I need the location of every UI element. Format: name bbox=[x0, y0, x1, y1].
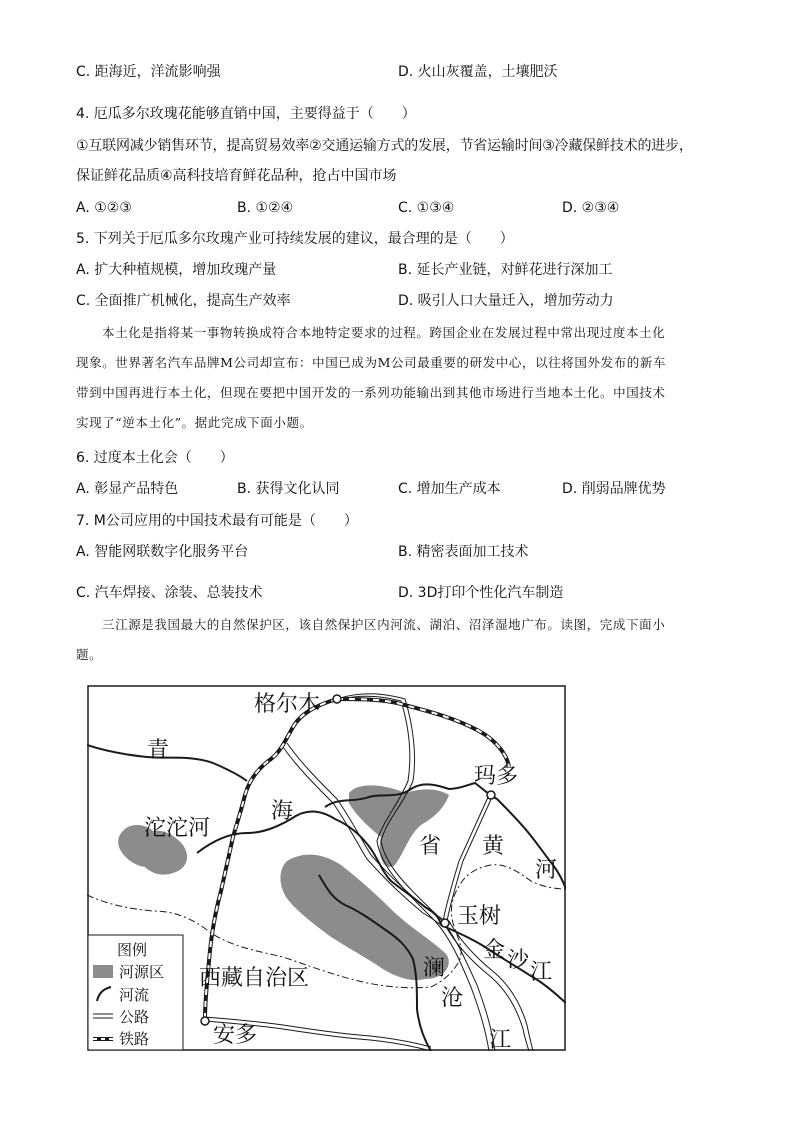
yushu-city-marker bbox=[441, 919, 449, 927]
q4-option-d: D. ②③④ bbox=[562, 200, 620, 216]
q4-option-a: A. ①②③ bbox=[76, 200, 132, 216]
q6-stem: 6. 过度本土化会（ ） bbox=[76, 450, 234, 466]
label-anduo: 安多 bbox=[213, 1023, 258, 1048]
legend-railway-label: 铁路 bbox=[119, 1030, 150, 1048]
passage1-line3: 带到中国再进行本土化，但现在要把中国开发的一系列功能输出到其他市场进行当地本土化。中国技术 bbox=[76, 385, 666, 400]
anduo-city-marker bbox=[201, 1017, 209, 1025]
q3-option-d: D. 火山灰覆盖，土壤肥沃 bbox=[398, 64, 558, 80]
passage1-line1: 本土化是指将某一事物转换成符合本地特定要求的过程。跨国企业在发展过程中常出现过度本土化 bbox=[102, 325, 666, 340]
map-legend bbox=[88, 935, 183, 1050]
map-figure bbox=[87, 685, 566, 1051]
q4-statement-line2: 保证鲜花品质④高科技培育鲜花品种，抢占中国市场 bbox=[76, 168, 397, 184]
label-jin: 金 bbox=[483, 938, 506, 963]
q7-option-c: C. 汽车焊接、涂装、总装技术 bbox=[76, 585, 263, 601]
label-maduo: 玛多 bbox=[474, 764, 519, 789]
passage1-line2: 现象。世界著名汽车品牌M公司却宣布：中国已成为M公司最重要的研发中心，以往将国外发布的新车 bbox=[76, 355, 667, 370]
label-sha: 沙 bbox=[507, 948, 530, 973]
passage-localization bbox=[76, 318, 716, 438]
q7-option-b: B. 精密表面加工技术 bbox=[398, 544, 529, 560]
legend-source-label: 河源区 bbox=[119, 963, 165, 981]
q7-stem: 7. M公司应用的中国技术最有可能是（ ） bbox=[76, 513, 358, 529]
label-tibet: 西藏自治区 bbox=[199, 966, 310, 991]
q7-option-d: D. 3D打印个性化汽车制造 bbox=[398, 585, 564, 601]
label-he: 河 bbox=[535, 858, 558, 883]
q6-option-b: B. 获得文化认同 bbox=[237, 481, 340, 497]
maduo-city-marker bbox=[487, 791, 495, 799]
label-lan: 澜 bbox=[423, 956, 446, 981]
q6-option-c: C. 增加生产成本 bbox=[398, 481, 501, 497]
q4-stem: 4. 厄瓜多尔玫瑰花能够直销中国，主要得益于（ ） bbox=[76, 106, 416, 122]
passage-sanjiangyuan bbox=[76, 610, 716, 670]
q5-option-d: D. 吸引人口大量迁入，增加劳动力 bbox=[398, 293, 614, 309]
legend-road-label: 公路 bbox=[119, 1008, 150, 1026]
label-jiang-jinsha: 江 bbox=[530, 960, 553, 985]
q6-option-d: D. 削弱品牌优势 bbox=[562, 481, 666, 497]
label-sheng: 省 bbox=[419, 834, 442, 859]
label-jiang-lancang: 江 bbox=[489, 1028, 512, 1051]
label-tuotuo-river: 沱沱河 bbox=[144, 816, 211, 841]
q3-option-c: C. 距海近，洋流影响强 bbox=[76, 64, 221, 80]
golmud-city-marker bbox=[333, 695, 341, 703]
label-huang: 黄 bbox=[482, 834, 505, 859]
q5-stem: 5. 下列关于厄瓜多尔玫瑰产业可持续发展的建议，最合理的是（ ） bbox=[76, 231, 514, 247]
legend-river-label: 河流 bbox=[119, 986, 150, 1004]
q4-option-c: C. ①③④ bbox=[398, 200, 455, 216]
passage1-line4: 实现了“逆本土化”。据此完成下面小题。 bbox=[76, 415, 313, 430]
q5-option-c: C. 全面推广机械化，提高生产效率 bbox=[76, 293, 291, 309]
passage2-line1: 三江源是我国最大的自然保护区，该自然保护区内河流、湖泊、沼泽湿地广布。读图，完成下面小 bbox=[102, 617, 666, 632]
q7-option-a: A. 智能网联数字化服务平台 bbox=[76, 544, 249, 560]
passage2-line2: 题。 bbox=[76, 647, 103, 662]
q5-option-b: B. 延长产业链，对鲜花进行深加工 bbox=[398, 262, 613, 278]
label-qing: 青 bbox=[147, 738, 170, 763]
q5-option-a: A. 扩大种植规模，增加玫瑰产量 bbox=[76, 262, 277, 278]
label-hai: 海 bbox=[271, 799, 294, 824]
label-golmud: 格尔木 bbox=[254, 692, 321, 717]
legend-source-swatch bbox=[93, 965, 113, 978]
label-cang: 沧 bbox=[441, 986, 464, 1011]
q4-option-b: B. ①②④ bbox=[237, 200, 294, 216]
q4-statement-line1: ①互联网减少销售环节，提高贸易效率②交通运输方式的发展，节省运输时间③冷藏保鲜技术的进步， bbox=[76, 138, 693, 154]
q6-option-a: A. 彰显产品特色 bbox=[76, 481, 179, 497]
sanjiangyuan-map bbox=[87, 685, 566, 1051]
label-yushu: 玉树 bbox=[457, 904, 502, 929]
legend-title: 图例 bbox=[117, 941, 148, 959]
